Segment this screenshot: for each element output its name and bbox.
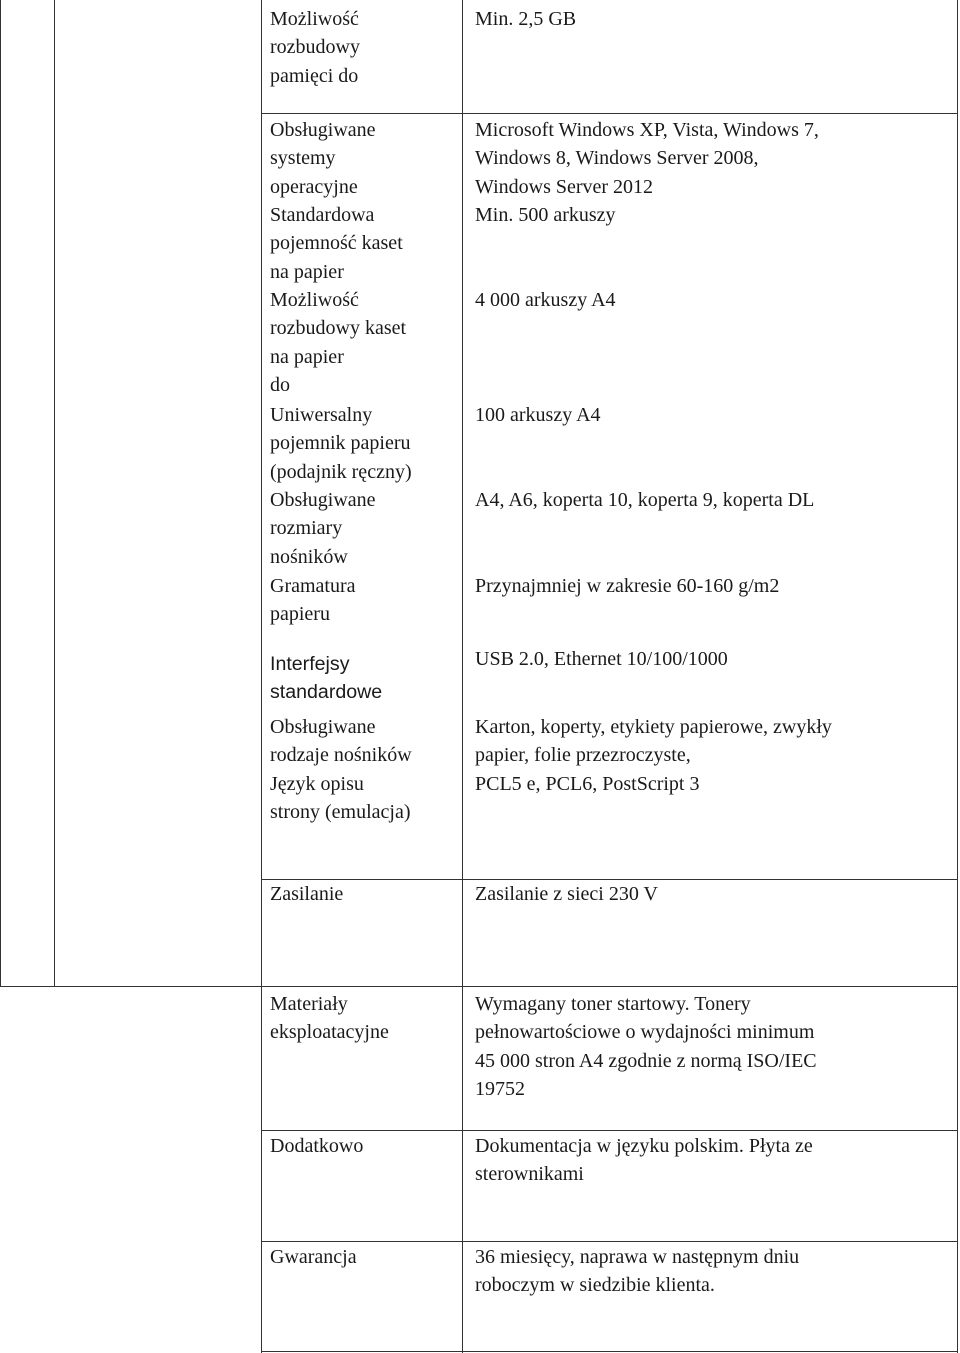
label-media-sizes: Obsługiwane rozmiary nośników xyxy=(270,489,376,568)
label-standard-tray-capacity: Standardowa pojemność kaset na papier xyxy=(270,204,403,283)
value-memory-expansion: Min. 2,5 GB xyxy=(475,8,577,30)
label-consumables: Materiały eksploatacyjne xyxy=(270,993,389,1044)
label-power: Zasilanie xyxy=(270,883,344,905)
value-power: Zasilanie z sieci 230 V xyxy=(475,883,658,905)
table-border-bottom xyxy=(262,1351,957,1352)
table-column-divider-1 xyxy=(54,0,55,986)
value-standard-tray-capacity: Min. 500 arkuszy xyxy=(475,204,616,226)
label-additional: Dodatkowo xyxy=(270,1135,364,1157)
label-manual-feed: Uniwersalny pojemnik papieru (podajnik ręczny) xyxy=(270,404,412,483)
label-warranty: Gwarancja xyxy=(270,1246,357,1268)
value-page-description-language: PCL5 e, PCL6, PostScript 3 xyxy=(475,773,700,795)
row-divider xyxy=(262,113,957,114)
value-media-sizes: A4, A6, koperta 10, koperta 9, koperta DL xyxy=(475,489,815,511)
label-supported-os: Obsługiwane systemy operacyjne xyxy=(270,119,376,198)
label-page-description-language: Język opisu strony (emulacja) xyxy=(270,773,411,824)
value-manual-feed: 100 arkuszy A4 xyxy=(475,404,601,426)
table-column-divider-2 xyxy=(261,0,262,1353)
row-divider xyxy=(262,1241,957,1242)
label-tray-expansion: Możliwość rozbudowy kaset na papier do xyxy=(270,289,407,396)
table-border-left xyxy=(0,0,1,986)
value-consumables: Wymagany toner startowy. Tonery pełnowartościowe o wydajności minimum 45 000 stron A4 zgodnie z normą ISO/IEC 19752 xyxy=(475,993,817,1100)
label-memory-expansion: Możliwość rozbudowy pamięci do xyxy=(270,8,360,87)
row-divider xyxy=(0,986,958,987)
table-column-divider-3 xyxy=(462,0,463,1353)
label-paper-weight: Gramatura papieru xyxy=(270,575,356,626)
value-media-types: Karton, koperty, etykiety papierowe, zwykły papier, folie przezroczyste, xyxy=(475,716,832,767)
label-media-types: Obsługiwane rodzaje nośników xyxy=(270,716,412,767)
value-warranty: 36 miesięcy, naprawa w następnym dniu roboczym w siedzibie klienta. xyxy=(475,1246,800,1297)
value-tray-expansion: 4 000 arkuszy A4 xyxy=(475,289,616,311)
value-supported-os: Microsoft Windows XP, Vista, Windows 7, Windows 8, Windows Server 2008, Windows Server 2012 xyxy=(475,119,819,198)
value-paper-weight: Przynajmniej w zakresie 60-160 g/m2 xyxy=(475,575,780,597)
value-additional: Dokumentacja w języku polskim. Płyta ze sterownikami xyxy=(475,1135,813,1186)
table-border-right xyxy=(957,0,958,1353)
value-interfaces: USB 2.0, Ethernet 10/100/1000 xyxy=(475,648,728,670)
label-interfaces: Interfejsy standardowe xyxy=(270,653,383,704)
row-divider xyxy=(262,1130,957,1131)
